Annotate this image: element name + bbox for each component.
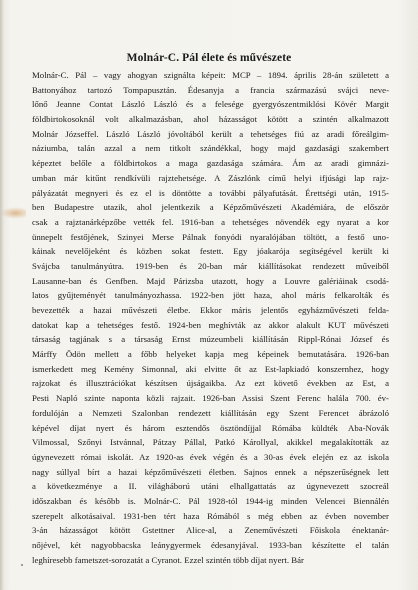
text-line: nagy súllyal bírt a hazai képzőművészeti életben. Sajnos ennek a népszerűségnek lett: [32, 466, 389, 477]
text-line: leghíresebb fametszet-sorozatát a Cyranot. Ezzel szintén több díjat nyert. Bár: [32, 554, 304, 565]
body-text: [32, 68, 389, 567]
text-line: latos gyűjteményét tanulmányozhassa. 1922-ben jött haza, ahol máris felkarolták és: [32, 290, 389, 301]
text-line: társaság tagjának s a társaság Ernst múzeumbeli kiállításán Rippl-Rónai József és: [32, 334, 389, 345]
text-line: időszakban és később is. Molnár-C. Pál 1928-tól 1944-ig minden Velencei Biennálén: [32, 495, 389, 506]
page-gutter-shadow: [0, 0, 4, 590]
text-line: földbirtokosoknál volt alkalmazásban, ahol házasságot kötött a szintén alkalmazott: [32, 114, 389, 125]
text-line: náziumba, talán azzal a nem titkolt szándékkal, hogy majd gazdasági szakembert: [32, 143, 389, 154]
paper-speck: [21, 564, 23, 566]
text-line: rajzokat és illusztrációkat készítsen újságaikba. Az ezt követő években az Est, a: [32, 378, 389, 389]
text-line: bevezették a hazai művészeti életbe. Ekkor máris jelentős egyházművészeti felda-: [32, 305, 389, 315]
text-line: csak a rajztanárképzőbe vették fel. 1916-ban a tehetséges növendék egy nyarat a kor: [32, 216, 389, 227]
text-line: datokat kap a tehetséges festő. 1924-ben meghívták az akkor alakult KUT művészeti: [32, 319, 389, 330]
text-line: Lausanne-ban és Genfben. Majd Párizsba utazott, hogy a Louvre galériáinak csodá-: [32, 275, 389, 286]
text-line: képével díjat nyert és három esztendős ösztöndíjjal Rómába küldték Aba-Novák: [32, 422, 389, 433]
page-title: Molnár-C. Pál élete és művészete: [126, 52, 292, 64]
text-line: umban már kitűnt rendkívüli rajztehetsége. A Zászlónk című helyi ifjúsági lap rajz-: [32, 172, 389, 183]
text-line: fordulóján a Nemzeti Szalonban rendezett kiállításán egy Szent Ferencet ábrázoló: [32, 407, 389, 418]
text-line: ismerkedett meg Kemény Simonnal, aki elvitte őt az Est-lapkiadó konszernhez, hogy: [32, 363, 389, 374]
text-line: úgynevezett római iskolát. Az 1920-as évek végén és a 30-as évek elején ez az iskola: [32, 451, 389, 462]
text-line: szerepelt alkotásaival. 1931-ben tért haza Rómából s még ebben az évben november: [32, 510, 389, 521]
text-line: 3-án házasságot kötött Gstettner Alice-al, a Zeneművészeti Főiskola énektanár-: [32, 525, 389, 536]
text-line: Molnár Józseffel. László László jóvoltából került a tehetséges fiú az aradi főreálgim-: [32, 128, 389, 139]
paper-stain: [0, 207, 26, 219]
text-line: Molnár-C. Pál – vagy ahogyan szignálta képeit: MCP – 1894. április 28-án született a: [32, 70, 389, 80]
text-line: Svájcba tanulmányútra. 1919-ben és 20-ban már kiállításokat rendezett műveiből: [32, 260, 389, 271]
text-line: Vilmossal, Szőnyi Istvánnal, Pátzay Pállal, Patkó Károllyal, akikkel megalakították az: [32, 437, 389, 448]
text-line: Márffy Ödön mellett a főbb helyeket kapja meg képeinek bemutatására. 1926-ban: [32, 349, 389, 360]
text-line: a következménye a II. világháború utáni elhallgattatás az úgynevezett szocreál: [32, 481, 389, 492]
text-line: Pesti Napló szinte naponta közli rajzait. 1926-ban Assisi Szent Ferenc halála 700. év-: [32, 393, 389, 404]
text-line: káinak nevelőjeként és közben sokat festett. Egy jóakarója segítségével került ki: [32, 246, 389, 257]
text-line: pályázatát megnyeri és ez el is döntötte a további pályafutását. Érettségi után, 1915-: [32, 187, 389, 198]
text-line: képeztet belőle a földbirtokos a maga gazdasága számára. Ám az aradi gimnázi-: [32, 158, 389, 169]
text-line: nőjével, két nagyobbacska leánygyermek édesanyjával. 1933-ban készítette el talán: [32, 540, 389, 550]
text-line: ben Budapestre utazik, ahol jelentkezik a Képzőművészeti Akadémiára, de először: [32, 202, 389, 213]
text-line: Battonyához tartozó Tompapusztán. Édesanyja a francia származású svájci neve-: [32, 84, 389, 95]
text-line: lőnő Jeanne Contat László László és a felesége gyergyószentmiklósi Kövér Margit: [32, 99, 389, 110]
text-line: ünnepelt festőjének, Szinyei Merse Pálnak fonyódi nyaralójában töltött, a festő uno-: [32, 231, 389, 242]
